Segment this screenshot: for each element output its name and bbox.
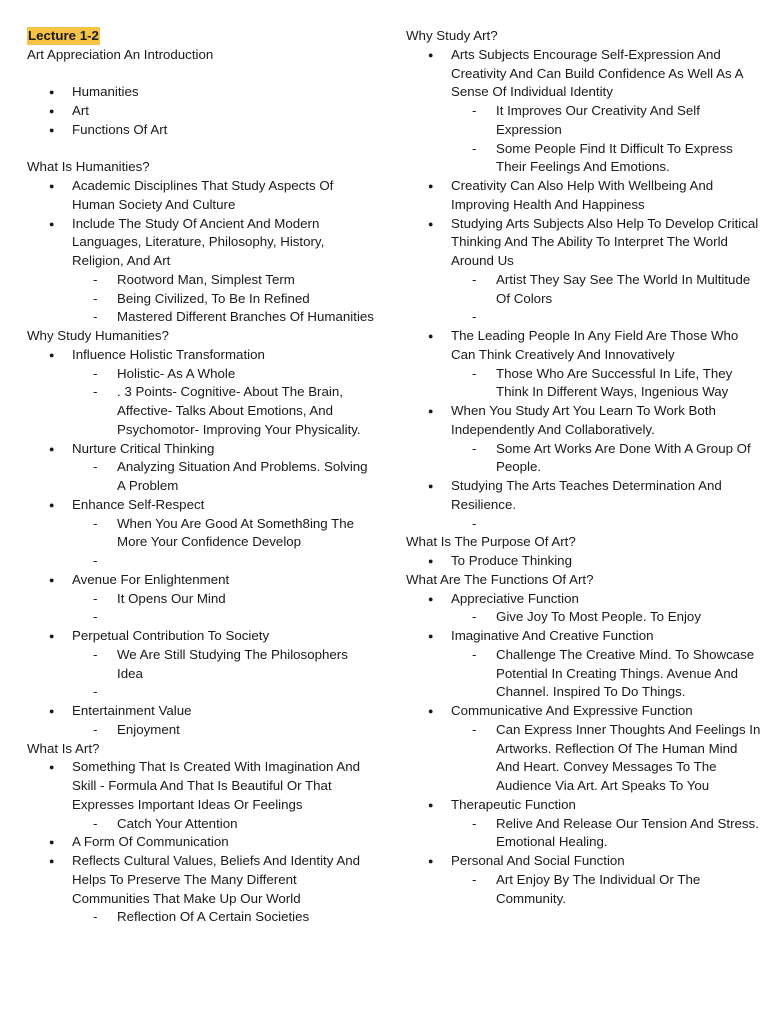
list-item: ● Personal And Social Function: [406, 852, 761, 871]
list-item: ● Something That Is Created With Imagination And Skill - Formula And That Is Beautiful Or That Expresses Important Ideas Or Feelings: [27, 758, 377, 814]
purpose-list: [406, 552, 761, 571]
list-item: ● Humanities: [27, 83, 377, 102]
sub-list-item: - Relive And Release Our Tension And Stress. Emotional Healing.: [406, 815, 761, 853]
list-item: ● Arts Subjects Encourage Self-Expression And Creativity And Can Build Confidence As Well As A Sense Of Individual Identity: [406, 46, 761, 102]
humanities-list: [27, 177, 377, 327]
sub-list-item: - Mastered Different Branches Of Humanities: [27, 308, 377, 327]
list-item: ● Communicative And Expressive Function: [406, 702, 761, 721]
section-heading: What Is Art?: [27, 740, 100, 756]
list-item: ● Therapeutic Function: [406, 796, 761, 815]
list-item: ● Include The Study Of Ancient And Modern Languages, Literature, Philosophy, History, Religion, And Art: [27, 215, 377, 271]
sub-list-item: - Reflection Of A Certain Societies: [27, 908, 377, 927]
section-heading: What Is Humanities?: [27, 159, 150, 175]
functions-list: [406, 590, 761, 909]
sub-list-item: - Analyzing Situation And Problems. Solving A Problem: [27, 458, 377, 496]
sub-list-item: - It Opens Our Mind: [27, 590, 377, 609]
list-item: ● A Form Of Communication: [27, 833, 377, 852]
sub-list-item: - Enjoyment: [27, 721, 377, 740]
list-item: ● Appreciative Function: [406, 590, 761, 609]
list-item: ● To Produce Thinking: [406, 552, 761, 571]
list-item: ● Influence Holistic Transformation: [27, 346, 377, 365]
list-item: ● Enhance Self-Respect: [27, 496, 377, 515]
list-item: ● The Leading People In Any Field Are Those Who Can Think Creatively And Innovatively: [406, 327, 761, 365]
list-item: ● Studying The Arts Teaches Determination And Resilience.: [406, 477, 761, 515]
sub-list-item: - Holistic- As A Whole: [27, 365, 377, 384]
list-item: ● Imaginative And Creative Function: [406, 627, 761, 646]
list-item: ● Art: [27, 102, 377, 121]
left-column: [27, 27, 377, 927]
sub-list-item: - Some Art Works Are Done With A Group Of People.: [406, 440, 761, 478]
section-heading: Why Study Art?: [406, 28, 498, 43]
sub-list-item: - Give Joy To Most People. To Enjoy: [406, 608, 761, 627]
list-item: ● Entertainment Value: [27, 702, 377, 721]
list-item: ● Perpetual Contribution To Society: [27, 627, 377, 646]
sub-list-item: - Artist They Say See The World In Multitude Of Colors: [406, 271, 761, 309]
sub-list-item: - Challenge The Creative Mind. To Showcase Potential In Creating Things. Avenue And Channel. Inspired To Do Things.: [406, 646, 761, 702]
topic-list: [27, 83, 377, 139]
list-item: ● Avenue For Enlightenment: [27, 571, 377, 590]
list-item: ● Creativity Can Also Help With Wellbeing And Improving Health And Happiness: [406, 177, 761, 215]
section-heading: What Is The Purpose Of Art?: [406, 534, 576, 550]
sub-list-item-empty: [406, 515, 761, 534]
list-item: ● Reflects Cultural Values, Beliefs And Identity And Helps To Preserve The Many Different Communities That Make Up Our World: [27, 852, 377, 908]
spacer: [27, 140, 377, 159]
list-item: ● Nurture Critical Thinking: [27, 440, 377, 459]
sub-list-item: - We Are Still Studying The Philosophers Idea: [27, 646, 377, 684]
why-humanities-list: [27, 346, 377, 740]
sub-list-item-empty: [27, 608, 377, 627]
sub-list-item: - Art Enjoy By The Individual Or The Community.: [406, 871, 761, 909]
spacer: [27, 65, 377, 84]
right-column: [406, 27, 761, 908]
why-art-list: [406, 46, 761, 534]
sub-list-item: - Can Express Inner Thoughts And Feelings In Artworks. Reflection Of The Human Mind And Heart. Convey Messages To The Audience Via Art. Art Speaks To You: [406, 721, 761, 796]
list-item: ● Functions Of Art: [27, 121, 377, 140]
list-item: ● Studying Arts Subjects Also Help To Develop Critical Thinking And The Ability To Interpret The World Around Us: [406, 215, 761, 271]
sub-list-item: - Those Who Are Successful In Life, They Think In Different Ways, Ingenious Way: [406, 365, 761, 403]
sub-list-item: - Some People Find It Difficult To Express Their Feelings And Emotions.: [406, 140, 761, 178]
sub-list-item: - Catch Your Attention: [27, 815, 377, 834]
lecture-title: Lecture 1-2: [28, 28, 99, 43]
lecture-subtitle: Art Appreciation An Introduction: [27, 46, 214, 62]
sub-list-item-empty: [406, 308, 761, 327]
sub-list-item-empty: [27, 552, 377, 571]
sub-list-item: - When You Are Good At Someth8ing The More Your Confidence Develop: [27, 515, 377, 553]
sub-list-item-empty: [27, 683, 377, 702]
sub-list-item: - It Improves Our Creativity And Self Expression: [406, 102, 761, 140]
section-heading: What Are The Functions Of Art?: [406, 571, 594, 587]
sub-list-item: - Rootword Man, Simplest Term: [27, 271, 377, 290]
sub-list-item: - . 3 Points- Cognitive- About The Brain, Affective- Talks About Emotions, And Psychomotor- Improving Your Physicality.: [27, 383, 377, 439]
sub-list-item: - Being Civilized, To Be In Refined: [27, 290, 377, 309]
section-heading: Why Study Humanities?: [27, 328, 169, 343]
list-item: ● Academic Disciplines That Study Aspects Of Human Society And Culture: [27, 177, 377, 215]
list-item: ● When You Study Art You Learn To Work Both Independently And Collaboratively.: [406, 402, 761, 440]
what-art-list: [27, 758, 377, 927]
